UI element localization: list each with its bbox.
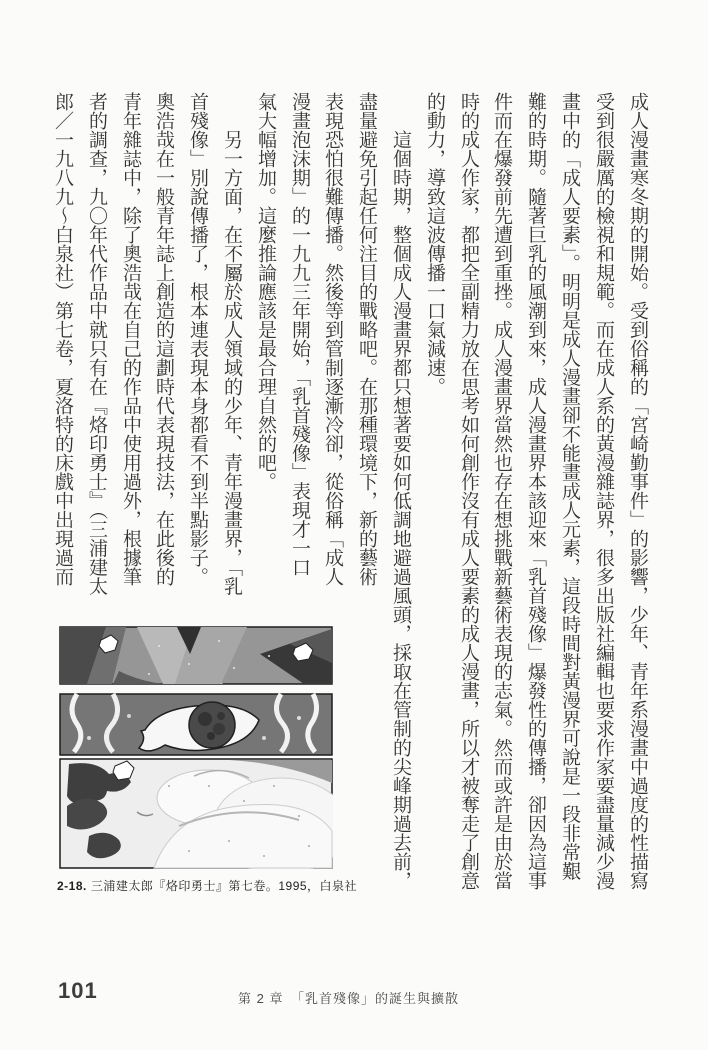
- text-column: 青年雜誌中，除了奧浩哉在自己的作品中使用過外，根據筆: [120, 92, 141, 586]
- text-column: 盡量避免引起任何注目的戰略吧。在那種環境下，新的藝術: [356, 92, 377, 586]
- text-column: 受到很嚴厲的檢視和規範。而在成人系的黃漫雜誌界，很多出版社編輯也要求作家要盡量減少漫: [593, 92, 614, 890]
- text-column: 時的成人作家，都把全副精力放在思考如何創作沒有成人要素的成人漫畫，所以才被奪走了創意: [458, 92, 479, 890]
- text-column: 郎／一九八九～白泉社）第七卷，夏洛特的床戲中出現過而: [52, 92, 73, 586]
- figure-2-18: [59, 626, 333, 869]
- footer-chapter-title: 第 2 章 「乳首殘像」的誕生與擴散: [238, 991, 459, 1006]
- text-column: 成人漫畫寒冬期的開始。受到俗稱的「宮崎勤事件」的影響，少年、青年系漫畫中過度的性描寫: [627, 92, 648, 890]
- text-column: 件而在爆發前先遭到重挫。成人漫畫界當然也存在想挑戰新藝術表現的志氣。然而或許是由於當: [491, 92, 512, 890]
- text-column: 畫中的「成人要素」。明明是成人漫畫卻不能畫成人元素，這段時間對黃漫界可說是一段非常艱: [559, 92, 580, 881]
- manga-panel-bottom: [60, 759, 333, 869]
- manga-panels-illustration: [59, 626, 333, 869]
- text-column: 者的調查，九〇年代作品中就只有在『烙印勇士』（三浦建太: [86, 92, 107, 596]
- text-column: 奧浩哉在一般青年誌上創造的這劃時代表現技法，在此後的: [153, 92, 174, 586]
- text-column: 首殘像」別說傳播了，根本連表現本身都看不到半點影子。: [187, 92, 208, 586]
- figure-caption-number: 2-18.: [57, 879, 87, 893]
- figure-caption: [57, 877, 387, 894]
- text-column: 難的時期。隨著巨乳的風潮到來，成人漫畫界本該迎來「乳首殘像」爆發性的傳播，卻因為這事: [525, 92, 546, 890]
- text-column: 表現恐怕很難傳播。然後等到管制逐漸冷卻，從俗稱「成人: [322, 92, 343, 586]
- manga-panel-middle: [60, 694, 332, 755]
- text-column: 這個時期，整個成人漫畫界都只想著要如何低調地避過風頭，採取在管制的尖峰期過去前，: [390, 130, 411, 890]
- text-column: 氣大幅增加。這麼推論應該是最合理自然的吧。: [255, 92, 276, 491]
- figure-caption-text: 三浦建太郎『烙印勇士』第七卷。1995，白泉社: [90, 879, 358, 893]
- footer-page-number: 101: [58, 978, 98, 1003]
- manga-panel-top: [60, 627, 332, 684]
- text-column: 漫畫泡沫期」的一九九三年開始，「乳首殘像」表現才一口: [289, 92, 310, 577]
- text-column: 的動力，導致這波傳播一口氣減速。: [424, 92, 445, 396]
- text-column: 另一方面，在不屬於成人領域的少年、青年漫畫界，「乳: [221, 130, 242, 596]
